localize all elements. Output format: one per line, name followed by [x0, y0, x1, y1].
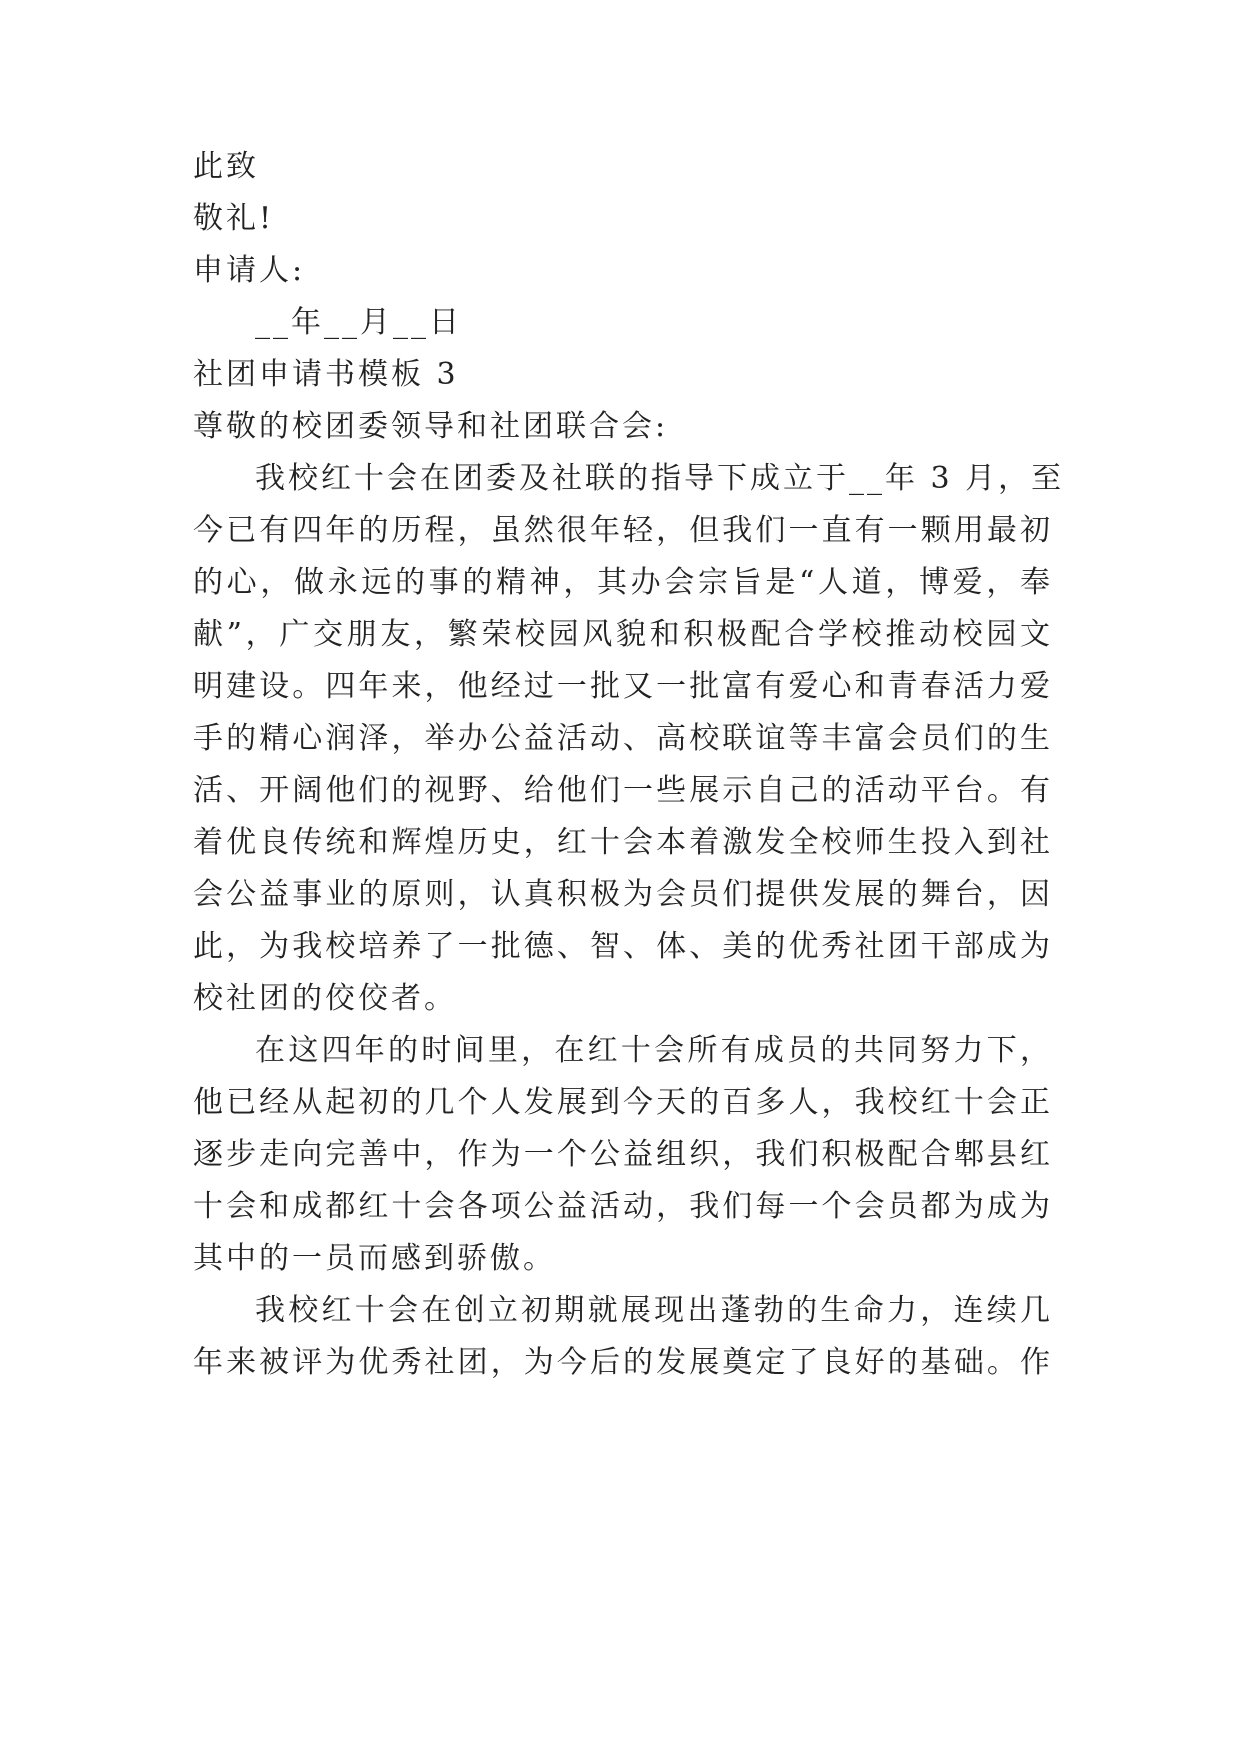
paragraph-1-line-9: 会公益事业的原则，认真积极为会员们提供发展的舞台，因	[193, 877, 1053, 912]
paragraph-2-line-3: 逐步走向完善中，作为一个公益组织，我们积极配合郫县红	[193, 1137, 1053, 1172]
paragraph-3-line-1: 我校红十会在创立初期就展现出蓬勃的生命力，连续几	[255, 1293, 1053, 1328]
paragraph-2-line-5: 其中的一员而感到骄傲。	[193, 1241, 556, 1276]
section-title: 社团申请书模板 3	[193, 357, 459, 392]
paragraph-2-line-4: 十会和成都红十会各项公益活动，我们每一个会员都为成为	[193, 1189, 1053, 1224]
paragraph-1-line-1: 我校红十会在团委及社联的指导下成立于__年 3 月，至	[255, 461, 1065, 496]
closing-salutation-1: 此致	[193, 149, 259, 184]
paragraph-1-line-10: 此，为我校培养了一批德、智、体、美的优秀社团干部成为	[193, 929, 1053, 964]
addressee: 尊敬的校团委领导和社团联合会:	[193, 409, 669, 444]
paragraph-1-line-6: 手的精心润泽，举办公益活动、高校联谊等丰富会员们的生	[193, 721, 1053, 756]
paragraph-2-line-1: 在这四年的时间里，在红十会所有成员的共同努力下，	[255, 1033, 1053, 1068]
closing-salutation-2: 敬礼!	[193, 201, 275, 236]
paragraph-2-line-2: 他已经从起初的几个人发展到今天的百多人，我校红十会正	[193, 1085, 1053, 1120]
paragraph-1-line-5: 明建设。四年来，他经过一批又一批富有爱心和青春活力爱	[193, 669, 1053, 704]
paragraph-1-line-2: 今已有四年的历程，虽然很年轻，但我们一直有一颗用最初	[193, 513, 1053, 548]
date-line: __年__月__日	[255, 305, 462, 340]
paragraph-1-line-11: 校社团的佼佼者。	[193, 981, 457, 1016]
paragraph-1-line-7: 活、开阔他们的视野、给他们一些展示自己的活动平台。有	[193, 773, 1053, 808]
paragraph-3-line-2: 年来被评为优秀社团，为今后的发展奠定了良好的基础。作	[193, 1345, 1053, 1380]
paragraph-1-line-4: 献”，广交朋友，繁荣校园风貌和积极配合学校推动校园文	[193, 617, 1053, 652]
paragraph-1-line-3: 的心，做永远的事的精神，其办会宗旨是“人道，博爱，奉	[193, 565, 1053, 600]
paragraph-1-line-8: 着优良传统和辉煌历史，红十会本着激发全校师生投入到社	[193, 825, 1053, 860]
applicant-label: 申请人:	[193, 253, 306, 288]
